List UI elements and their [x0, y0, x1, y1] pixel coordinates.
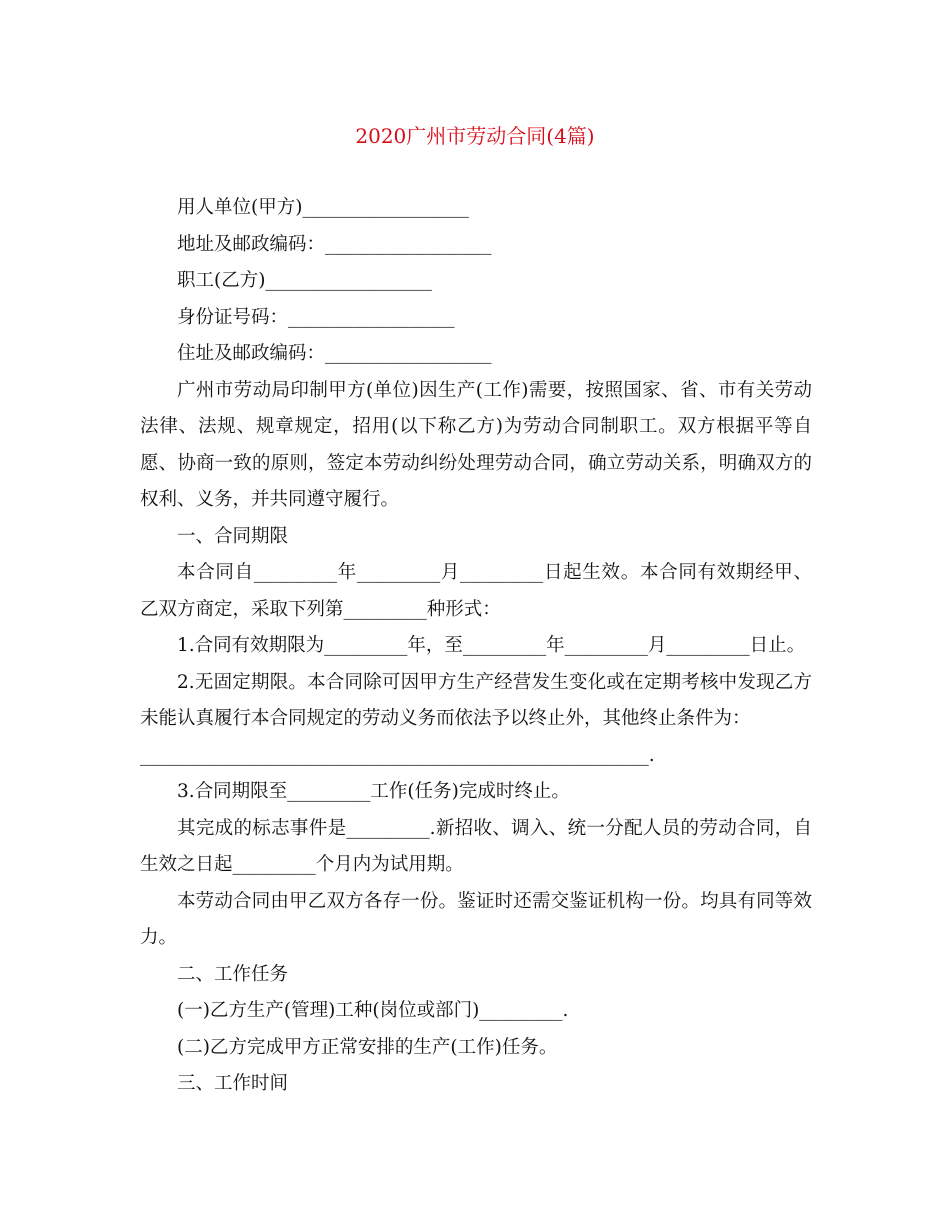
section-heading-working-hours: 三、工作时间 [177, 1073, 289, 1094]
paragraph-employer: 用人单位(甲方)__________________ [177, 197, 469, 218]
paragraph-indefinite-term: 2.无固定期限。本合同除可因甲方生产经营发生变化或在定期考核中发现乙方未能认真履行本合同规定的劳动义务而依法予以终止外，其他终止条件为： [140, 671, 812, 729]
paragraph-production-tasks: (二)乙方完成甲方正常安排的生产(工作)任务。 [177, 1036, 558, 1058]
paragraph-employee: 职工(乙方)__________________ [177, 270, 432, 291]
paragraph-job-type: (一)乙方生产(管理)工种(岗位或部门)_________. [177, 1000, 569, 1021]
document-body [140, 190, 812, 1103]
document-title: 2020广州市劳动合同(4篇) [355, 124, 595, 148]
paragraph-fixed-term: 1.合同有效期限为_________年，至_________年_________月_________日止。 [177, 635, 806, 656]
paragraph-copies: 本劳动合同由甲乙双方各存一份。鉴证时还需交鉴证机构一份。均具有同等效力。 [140, 890, 812, 948]
section-heading-contract-term: 一、合同期限 [177, 525, 289, 547]
paragraph-task-term: 3.合同期限至_________工作(任务)完成时终止。 [177, 781, 570, 802]
paragraph-employer-address: 地址及邮政编码：__________________ [177, 233, 492, 255]
paragraph-termination-blank: _______________________________________________________. [140, 744, 655, 766]
section-heading-work-tasks: 二、工作任务 [177, 963, 289, 985]
paragraph-preamble: 广州市劳动局印制甲方(单位)因生产(工作)需要，按照国家、省、市有关劳动法律、法规、规章规定，招用(以下称乙方)为劳动合同制职工。双方根据平等自愿、协商一致的原则，签定本劳动纠纷处理劳动合同，确立劳动关系，明确双方的权利、义务，并共同遵守履行。 [140, 379, 812, 510]
paragraph-employee-address: 住址及邮政编码：__________________ [177, 343, 492, 364]
paragraph-id-number: 身份证号码：__________________ [177, 306, 455, 328]
paragraph-completion-event: 其完成的标志事件是_________.新招收、调入、统一分配人员的劳动合同，自生效之日起_________个月内为试用期。 [140, 817, 812, 875]
paragraph-effective-date: 本合同自_________年_________月_________日起生效。本合同有效期经甲、乙双方商定，采取下列第_________种形式： [140, 562, 812, 620]
